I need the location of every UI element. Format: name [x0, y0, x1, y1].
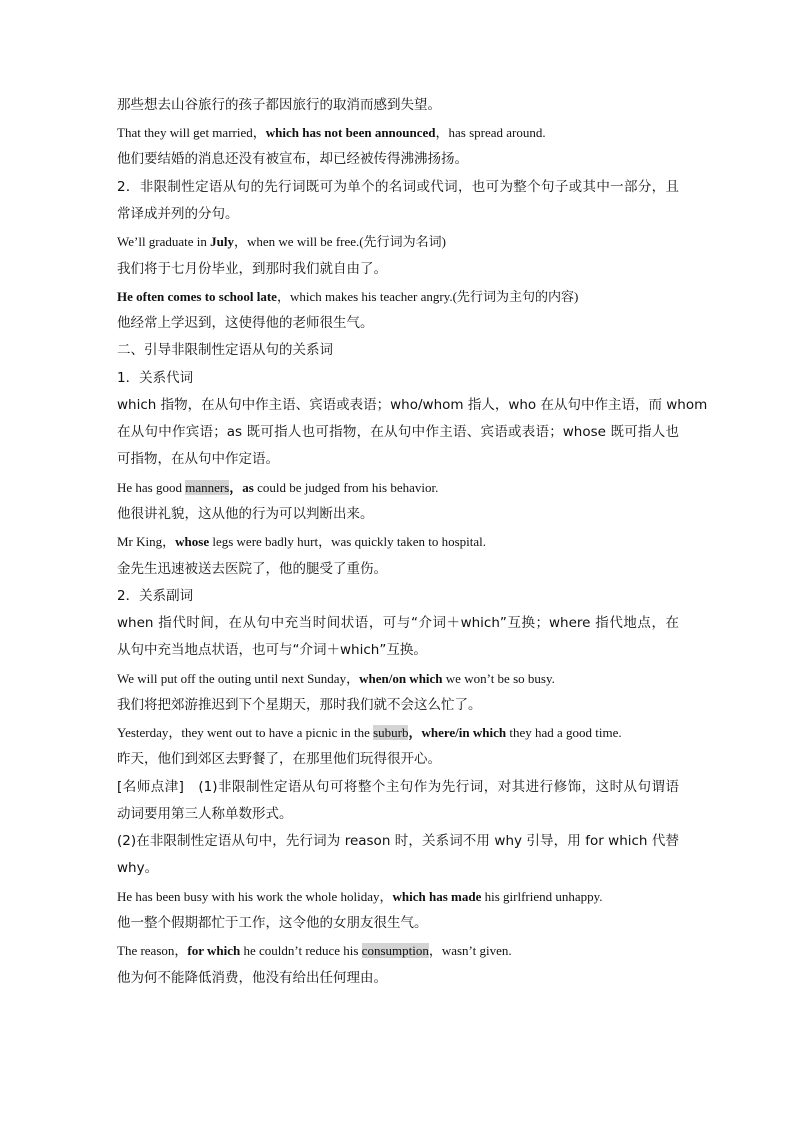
- highlighted-word: manners: [185, 480, 230, 495]
- chinese-translation: 那些想去山谷旅行的孩子都因旅行的取消而感到失望。: [117, 97, 441, 113]
- example-sentence: We’ll graduate in July，when we will be free.(先行词为名词): [117, 234, 446, 249]
- subsection-heading: 2．关系副词: [117, 588, 194, 604]
- subsection-heading: 1．关系代词: [117, 370, 194, 386]
- example-sentence: That they will get married，which has not been announced，has spread around.: [117, 125, 546, 140]
- rule-text: which 指物，在从句中作主语、宾语或表语；who/whom 指人，who 在从句中作主语，而 whom: [117, 397, 708, 413]
- example-sentence: The reason，for which he couldn’t reduce his consumption，wasn’t given.: [117, 943, 512, 958]
- section-heading: 二、引导非限制性定语从句的关系词: [117, 342, 333, 358]
- rule-text: when 指代时间，在从句中充当时间状语，可与“介词＋which”互换；where 指代地点，在: [117, 615, 679, 631]
- example-sentence: He has been busy with his work the whole holiday，which has made his girlfriend unhappy.: [117, 889, 603, 904]
- rule-text: 常译成并列的分句。: [117, 206, 239, 222]
- rule-text: 2．非限制性定语从句的先行词既可为单个的名词或代词，也可为整个句子或其中一部分，且: [117, 179, 679, 195]
- chinese-translation: 他经常上学迟到，这使得他的老师很生气。: [117, 315, 374, 331]
- chinese-translation: 他一整个假期都忙于工作，这令他的女朋友很生气。: [117, 915, 428, 931]
- chinese-translation: 他为何不能降低消费，他没有给出任何理由。: [117, 970, 387, 986]
- chinese-translation: 他很讲礼貌，这从他的行为可以判断出来。: [117, 506, 374, 522]
- rule-text: 从句中充当地点状语，也可与“介词＋which”互换。: [117, 642, 427, 658]
- example-sentence: He often comes to school late，which makes his teacher angry.(先行词为主句的内容): [117, 289, 579, 304]
- example-sentence: Mr King，whose legs were badly hurt，was quickly taken to hospital.: [117, 534, 487, 549]
- teacher-tip: [名师点津] (1)非限制性定语从句可将整个主句作为先行词，对其进行修饰，这时从句谓语: [117, 779, 679, 795]
- teacher-tip: 动词要用第三人称单数形式。: [117, 806, 293, 822]
- example-sentence: He has good manners，as could be judged from his behavior.: [117, 480, 439, 495]
- chinese-translation: 我们将于七月份毕业，到那时我们就自由了。: [117, 261, 387, 277]
- example-sentence: We will put off the outing until next Sunday，when/on which we won’t be so busy.: [117, 671, 555, 686]
- rule-text: 在从句中作宾语；as 既可指人也可指物，在从句中作主语、宾语或表语；whose 既可指人也: [117, 424, 679, 440]
- rule-text: 可指物，在从句中作定语。: [117, 451, 279, 467]
- chinese-translation: 我们将把郊游推迟到下个星期天，那时我们就不会这么忙了。: [117, 697, 482, 713]
- example-sentence: Yesterday，they went out to have a picnic in the suburb，where/in which they had a good time.: [117, 725, 622, 740]
- highlighted-word: consumption: [361, 943, 429, 958]
- chinese-translation: 昨天，他们到郊区去野餐了，在那里他们玩得很开心。: [117, 751, 441, 767]
- highlighted-word: suburb: [373, 725, 409, 740]
- teacher-tip: (2)在非限制性定语从句中，先行词为 reason 时，关系词不用 why 引导，用 for which 代替: [117, 833, 679, 849]
- chinese-translation: 金先生迅速被送去医院了，他的腿受了重伤。: [117, 561, 387, 577]
- chinese-translation: 他们要结婚的消息还没有被宣布，却已经被传得沸沸扬扬。: [117, 151, 468, 167]
- teacher-tip: why。: [117, 860, 159, 876]
